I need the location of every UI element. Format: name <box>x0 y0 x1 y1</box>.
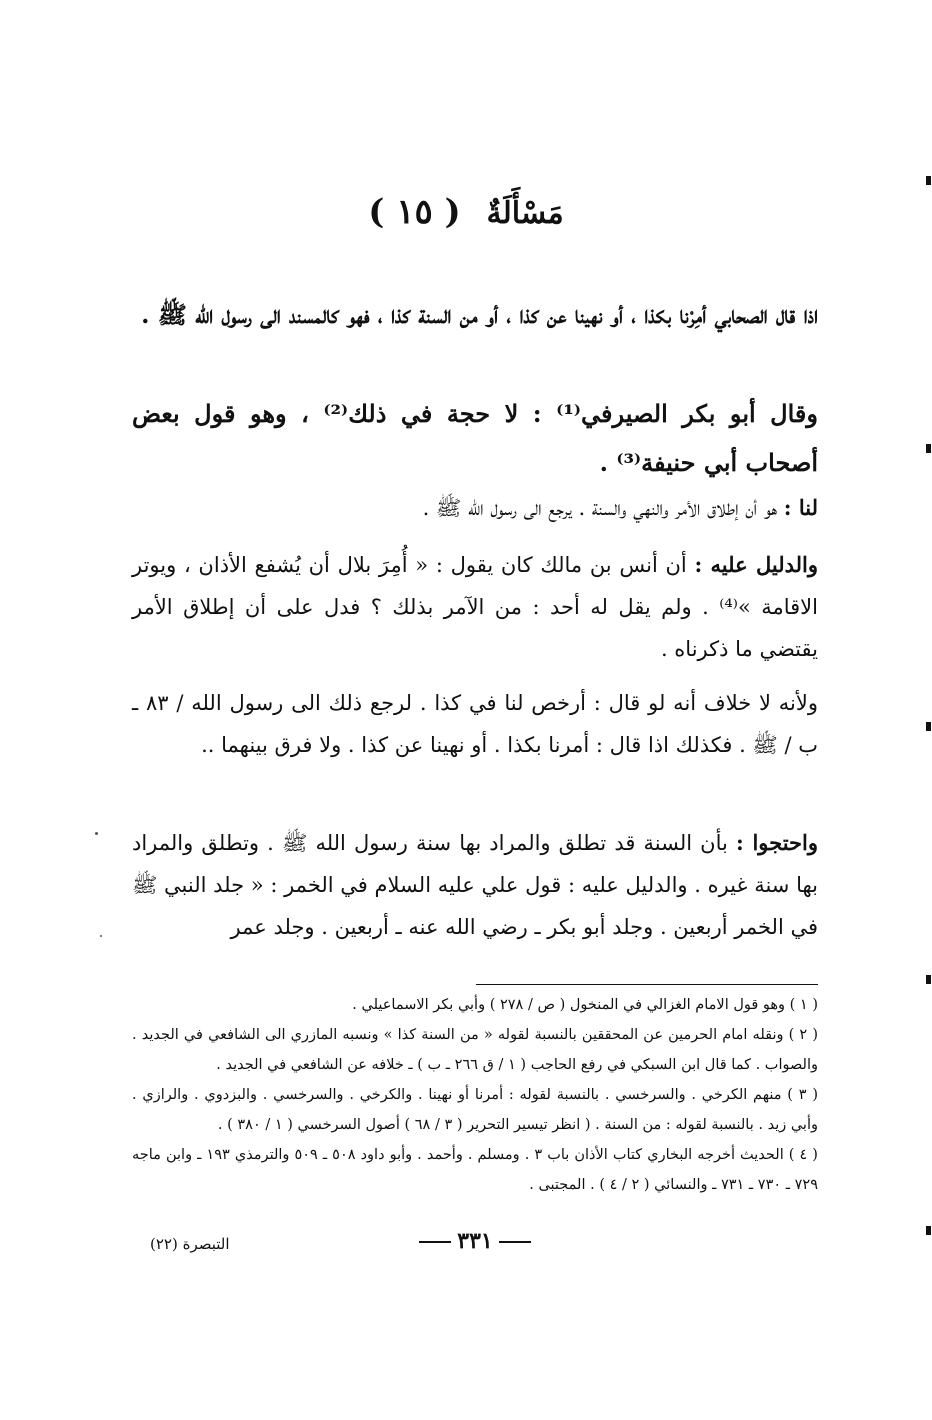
scan-mark <box>926 444 931 453</box>
paragraph-statement: اذا قال الصحابي أمِرْنا بكذا ، أو نهينا عن كذا ، أو من السنة كذا ، فهو كالمسند الى رسول الله ﷺ . <box>141 300 818 329</box>
dash-decoration <box>499 1241 531 1243</box>
footnote-3: ( ٣ ) منهم الكرخي . والسرخسي . بالنسبة لقوله : أمرنا أو نهينا . والكرخي . والسرخسي . والبزدوي . والرازي . وأبي زيد . بالنسبة لقوله : من السنة . ( انظر تيسير التحرير ( ٣ / ٦٨ ) أصول السرخسي ( ١ / ٣٨٠ ) . <box>132 1087 818 1133</box>
paragraph-our-argument <box>132 487 818 529</box>
scan-speck <box>95 832 98 835</box>
dash-decoration <box>419 1241 451 1243</box>
page-number-value: ٣٣١ <box>457 1228 493 1254</box>
paragraph-opposing-view: وقال أبو بكر الصيرفي⁽¹⁾ : لا حجة في ذلك⁽²⁾ ، وهو قول بعض أصحاب أبي حنيفة⁽³⁾ . <box>132 399 818 477</box>
paragraph-lead: واحتجوا : <box>735 830 818 855</box>
paragraph-text: هو أن إطلاق الأمر والنهي والسنة . يرجع الى رسول الله ﷺ . <box>422 496 784 520</box>
footnotes <box>132 990 818 1200</box>
page-number <box>380 1228 570 1254</box>
scan-speck <box>100 935 102 937</box>
scan-mark <box>926 722 931 731</box>
scan-mark <box>926 975 931 984</box>
signature-mark: التبصرة (٢٢) <box>150 1235 230 1253</box>
paragraph-lead: والدليل عليه : <box>694 552 818 577</box>
scan-mark <box>926 1226 931 1235</box>
paragraph-evidence <box>132 544 818 670</box>
scan-mark <box>926 176 931 185</box>
footnote-1: ( ١ ) وهو قول الامام الغزالي في المنخول ( ص / ٢٧٨ ) وأبي بكر الاسماعيلي . <box>352 997 818 1013</box>
issue-number: ( ١٥ ) <box>368 192 461 232</box>
paragraph-lead: لنا : <box>783 495 818 520</box>
footnote-4: ( ٤ ) الحديث أخرجه البخاري كتاب الأذان باب ٣ . ومسلم . وأحمد . وأبو داود ٥٠٨ ـ ٥٠٩ والترمذي ١٩٣ ـ وابن ماجه ٧٢٩ ـ ٧٣٠ ـ ٧٣١ ـ والنسائي ( ٢ / ٤ ) . المجتبى . <box>132 1147 818 1193</box>
footnote-2: ( ٢ ) ونقله امام الحرمين عن المحققين بالنسبة لقوله « من السنة كذا » ونسبه المازري الى الشافعي في الجديد . والصواب . كما قال ابن السبكي في رفع الحاجب ( ١ / ق ٢٦٦ ـ ب ) ـ خلافه عن الشافعي في الجديد . <box>132 1027 818 1073</box>
paragraph-text: أن أنس بن مالك كان يقول : « أُمِرَ بلال أن يُشفع الأذان ، ويوتر الاقامة »⁽⁴⁾ . ولم يقل له أحد : من الآمر بذلك ؟ فدل على أن إطلاق الأمر يقتضي ما ذكرناه . <box>132 553 818 661</box>
issue-title-word: مَسْأَلَةٌ <box>486 196 564 231</box>
footnote-divider <box>476 984 818 985</box>
paragraph-their-argument <box>132 822 818 948</box>
issue-title <box>0 192 932 232</box>
paragraph-second-argument: ولأنه لا خلاف أنه لو قال : أرخص لنا في كذا . لرجع ذلك الى رسول الله / ٨٣ ـ ب / ﷺ . فكذلك اذا قال : أمرنا بكذا . أو نهينا عن كذا . ولا فرق بينهما .. <box>132 691 819 757</box>
paragraph-text: بأن السنة قد تطلق والمراد بها سنة رسول الله ﷺ . وتطلق والمراد بها سنة غيره . والدليل عليه : قول علي عليه السلام في الخمر : « جلد النبي ﷺ في الخمر أربعين . وجلد أبو بكر ـ رضي الله عنه ـ أربعين . وجلد عمر <box>132 831 818 939</box>
